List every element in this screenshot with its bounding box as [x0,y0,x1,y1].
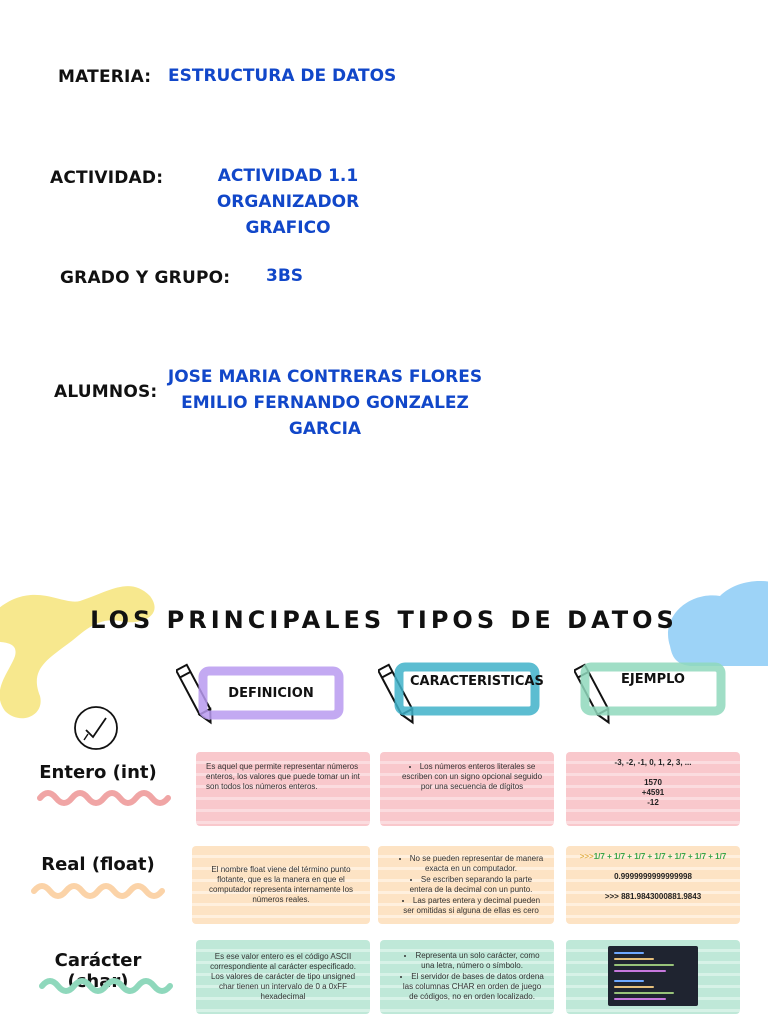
cell-entero-definicion: Es aquel que permite representar números enteros, los valores que puede tomar un int son todos los números enteros. [196,752,370,826]
header-label: CARACTERISTICAS [410,674,544,689]
infographic-page [0,576,768,1024]
caracteristicas-list [390,951,544,1003]
header-label: EJEMPLO [621,672,685,687]
row-label-caracter: Carácter (char) [54,950,142,992]
example-line: >>> 881.9843000881.9843 [604,892,702,901]
peach-squiggle [30,881,166,901]
cell-caracter-caracteristicas [380,940,554,1014]
grado-value: 3BS [266,266,304,286]
alumno-2: EMILIO FERNANDO GONZALEZ GARCIA [181,393,469,439]
example-line [580,852,727,862]
row-label-entero: Entero (int) [39,762,157,783]
alumno-1: JOSE MARIA CONTRERAS FLORES [167,367,483,387]
list-item: • Los números enteros literales se escriben con un signo opcional seguido por una secuencia de dígitos [400,762,544,792]
list-item: • Se escriben separando la parte entera de la decimal con un punto. [398,875,544,895]
actividad-line-1: ACTIVIDAD 1.1 ORGANIZADOR [216,166,360,212]
list-item: • Representa un solo carácter, como una letra, número o símbolo. [400,951,544,971]
caracteristicas-list [388,854,544,917]
cell-real-definicion: El nombre float viene del término punto flotante, que es la manera en que el computador representa internamente los números reales. [192,846,370,924]
infographic-title: LOS PRINCIPALES TIPOS DE DATOS [90,606,678,634]
example-line: +4591 [641,788,665,797]
row-label-real: Real (float) [41,854,155,875]
cell-real-caracteristicas [378,846,554,924]
alumnos-value [150,364,500,442]
list-item: • No se pueden representar de manera exacta en un computador. [398,854,544,874]
example-line: -3, -2, -1, 0, 1, 2, 3, ... [614,758,692,767]
actividad-line-2: GRAFICO [245,218,331,238]
mint-squiggle [38,976,174,996]
code-screenshot-image [608,946,698,1006]
header-definicion [198,666,344,720]
list-item: • Las partes entera y decimal pueden ser omitidas si alguna de ellas es cero [398,896,544,916]
pink-squiggle [36,788,172,808]
header-ejemplo [580,662,726,716]
actividad-value [160,163,416,241]
check-icon [72,704,120,752]
grado-label: GRADO Y GRUPO: [60,268,231,288]
actividad-label: ACTIVIDAD: [50,168,164,188]
cell-caracter-definicion: Es ese valor entero es el código ASCII correspondiente al carácter especificado. Los valores de carácter de tipo unsigned char tienen un intervalo de 0 a 0xFF hexadecimal [196,940,370,1014]
header-caracteristicas [394,662,544,716]
example-line: 0.9999999999999998 [614,872,692,881]
cell-entero-ejemplo [566,752,740,826]
header-label: DEFINICION [228,685,314,701]
example-expression: 1/7 + 1/7 + 1/7 + 1/7 + 1/7 + 1/7 + 1/7 [593,852,727,861]
materia-label: MATERIA: [58,67,152,87]
example-line: 1570 [644,778,662,787]
example-line: -12 [647,798,659,807]
cell-real-ejemplo [566,846,740,924]
cell-entero-caracteristicas [380,752,554,826]
alumnos-label: ALUMNOS: [54,382,158,402]
example-prompt: >>> [579,852,594,861]
materia-value: ESTRUCTURA DE DATOS [168,66,397,86]
list-item: • El servidor de bases de datos ordena las columnas CHAR en orden de juego de códigos, no en orden localizado. [400,972,544,1002]
caracteristicas-list [390,762,544,793]
